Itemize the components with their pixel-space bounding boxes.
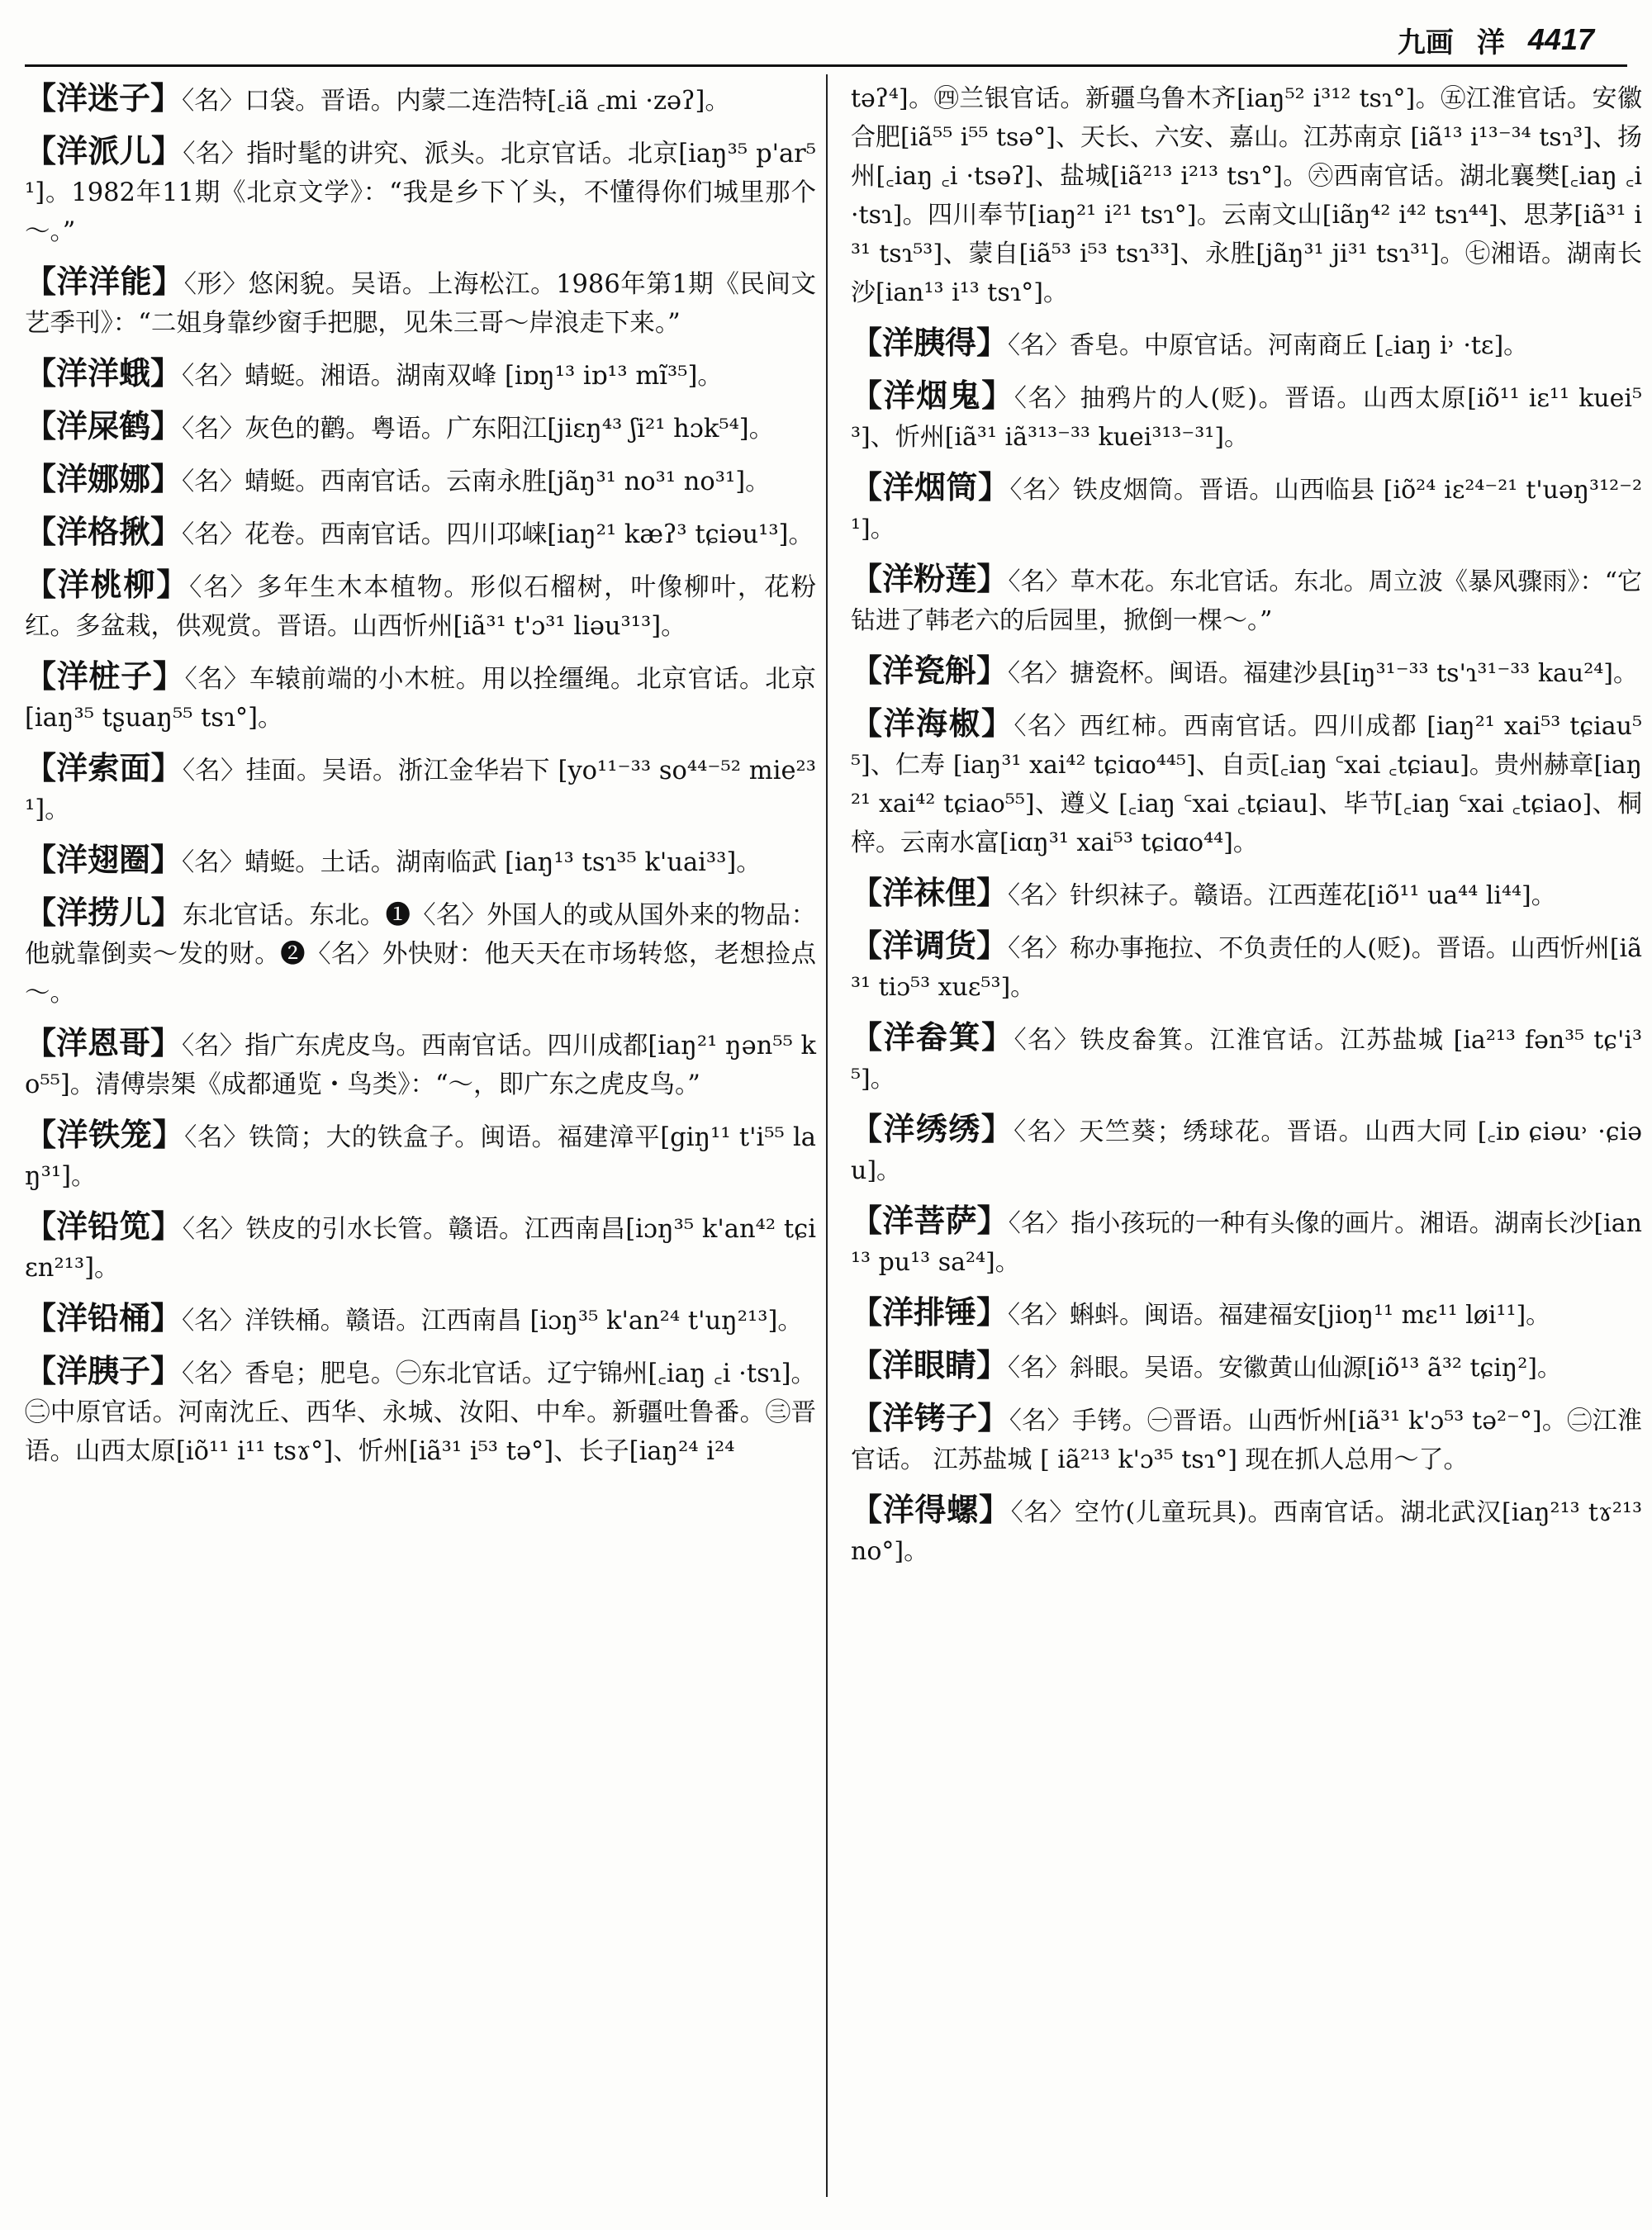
entry-definition: təʔ⁴]。㊃兰银官话。新疆乌鲁木齐[iaŋ⁵² i³¹² tsɿ°]。㊄江淮官话。安徽合肥[iã⁵⁵ i⁵⁵ tsə°]、天长、六安、嘉山。江苏南京 [iã¹³ i¹³⁻³⁴ tsɿ³]、扬州[꜀iaŋ ꜀i ·tsəʔ]、盐城[iã²¹³ i²¹³ tsɿ°]。㊅西南官话。湖北襄樊[꜀iaŋ ꜀i ·tsɿ]。四川奉节[iaŋ²¹ i²¹ tsɿ°]。云南文山[iãŋ⁴² i⁴² tsɿ⁴⁴]、思茅[iã³¹ i³¹ tsɿ⁵³]、蒙自[iã⁵³ i⁵³ tsɿ³³]、永胜[jãŋ³¹ ji³¹ tsɿ³¹]。㊆湘语。湖南长沙[ian¹³ i¹³ tsɿ°]。	[851, 84, 1643, 307]
entry-definition: 〈名〉指时髦的讲究、派头。北京官话。北京[iaŋ³⁵ p'ar⁵¹]。1982年11期《北京文学》：“我是乡下丫头，不懂得你们城里那个～。”	[25, 140, 816, 246]
entry-definition: 〈名〉针织袜子。赣语。江西莲花[iõ¹¹ ua⁴⁴ li⁴⁴]。	[1008, 881, 1556, 910]
entry-definition: 〈名〉搪瓷杯。闽语。福建沙县[iŋ³¹⁻³³ ts'ɿ³¹⁻³³ kau²⁴]。	[1008, 659, 1639, 688]
entry-headword: 【洋铅笕】	[25, 1208, 183, 1245]
dictionary-entry	[25, 657, 816, 738]
entry-definition: 东北官话。东北。❶〈名〉外国人的或从国外来的物品：他就靠倒卖～发的财。❷〈名〉外快财：他天天在市场转悠，老想捡点～。	[25, 901, 816, 1008]
entry-definition: 〈名〉铁皮烟筒。晋语。山西临县 [iõ²⁴ iɛ²⁴⁻²¹ t'uəŋ³¹²⁻²¹]。	[851, 476, 1642, 543]
dictionary-entry	[851, 79, 1642, 312]
entry-headword: 【洋绣绣】	[851, 1111, 1014, 1147]
dictionary-entry	[851, 468, 1642, 548]
entry-headword: 【洋洋蛾】	[25, 355, 183, 391]
dictionary-entry	[25, 1352, 816, 1471]
dictionary-entry	[851, 1293, 1642, 1335]
entry-headword: 【洋排锤】	[851, 1294, 1009, 1331]
page-number: 4417	[1527, 22, 1594, 56]
left-column	[25, 79, 816, 1483]
dictionary-entry	[25, 79, 816, 121]
dictionary-entry	[25, 894, 816, 1013]
entry-headword: 【洋迷子】	[25, 80, 183, 116]
head-character: 洋	[1476, 26, 1505, 59]
entry-definition: 〈名〉口袋。晋语。内蒙二连浩特[꜀iã ꜀mi ·zəʔ]。	[182, 87, 730, 116]
entry-definition: 〈名〉蝌蚪。闽语。福建福安[jioŋ¹¹ mɛ¹¹ løi¹¹]。	[1008, 1301, 1551, 1330]
entry-headword: 【洋袜俚】	[851, 875, 1009, 911]
entry-definition: 〈名〉铁筒；大的铁盒子。闽语。福建漳平[giŋ¹¹ t'i⁵⁵ laŋ³¹]。	[25, 1123, 816, 1191]
entry-headword: 【洋捞儿】	[25, 894, 183, 931]
entry-definition: 〈名〉草木花。东北官话。东北。周立波《暴风骤雨》：“它钻进了韩老六的后园里，掀倒一棵～。”	[851, 567, 1642, 635]
dictionary-entry	[851, 652, 1642, 693]
entry-headword: 【洋胰得】	[851, 325, 1009, 361]
dictionary-entry	[25, 460, 816, 501]
dictionary-entry	[25, 354, 816, 396]
dictionary-entry	[25, 1024, 816, 1104]
dictionary-entry	[851, 927, 1642, 1007]
entry-definition: 〈名〉斜眼。吴语。安徽黄山仙源[iõ¹³ ã³² tɕiŋ²]。	[1008, 1354, 1562, 1383]
entry-headword: 【洋派儿】	[25, 133, 183, 169]
entry-headword: 【洋索面】	[25, 750, 183, 786]
entry-headword: 【洋格揪】	[25, 514, 183, 550]
dictionary-entry	[851, 560, 1642, 640]
entry-definition: 〈名〉铁皮的引水长管。赣语。江西南昌[iɔŋ³⁵ k'an⁴² tɕiɛn²¹³]。	[25, 1215, 816, 1283]
entry-headword: 【洋桃柳】	[25, 567, 190, 603]
column-divider	[826, 74, 828, 2197]
dictionary-entry	[25, 841, 816, 882]
dictionary-entry	[25, 749, 816, 829]
dictionary-entry	[851, 1346, 1642, 1388]
entry-definition: 〈名〉灰色的鹳。粤语。广东阳江[jiɛŋ⁴³ ʃi²¹ hɔk⁵⁴]。	[182, 415, 775, 444]
entry-definition: 〈名〉天竺葵；绣球花。晋语。山西大同 [꜀iɒ ɕiəu˒ ·ɕiəu]。	[851, 1117, 1642, 1185]
entry-headword: 【洋瓷斛】	[851, 652, 1009, 689]
entry-headword: 【洋铐子】	[851, 1400, 1009, 1436]
dictionary-entry	[851, 1399, 1642, 1479]
entry-definition: 〈名〉指小孩玩的一种有头像的画片。湘语。湖南长沙[ian¹³ pu¹³ sa²⁴]。	[851, 1209, 1642, 1277]
dictionary-entry	[25, 566, 816, 646]
entry-headword: 【洋铅桶】	[25, 1300, 183, 1336]
entry-headword: 【洋铁笼】	[25, 1117, 185, 1153]
entry-definition: 〈名〉多年生木本植物。形似石榴树，叶像柳叶，花粉红。多盆栽，供观赏。晋语。山西忻州[iã³¹ t'ɔ³¹ liəu³¹³]。	[25, 573, 816, 641]
entry-definition: 〈名〉铁皮畚箕。江淮官话。江苏盐城 [ia²¹³ fən³⁵ tɕ'i³⁵]。	[851, 1026, 1642, 1094]
entry-definition: 〈名〉挂面。吴语。浙江金华岩下 [yo¹¹⁻³³ so⁴⁴⁻⁵² mie²³¹]。	[25, 757, 816, 824]
dictionary-entry	[25, 1299, 816, 1340]
right-column	[851, 79, 1642, 1582]
dictionary-entry	[851, 377, 1642, 457]
header-rule	[25, 64, 1627, 67]
entry-headword: 【洋屎鹤】	[25, 408, 183, 444]
entry-definition: 〈名〉蜻蜓。西南官话。云南永胜[jãŋ³¹ no³¹ no³¹]。	[182, 467, 771, 496]
entry-headword: 【洋桩子】	[25, 658, 185, 695]
dictionary-entry	[25, 1208, 816, 1288]
dictionary-entry	[851, 1018, 1642, 1098]
running-head	[1398, 15, 1594, 64]
dictionary-entry	[851, 1110, 1642, 1190]
entry-definition: 〈名〉空竹(儿童玩具)。西南官话。湖北武汉[iaŋ²¹³ tɤ²¹³ no°]。	[851, 1498, 1642, 1566]
entry-headword: 【洋胰子】	[25, 1353, 183, 1389]
entry-headword: 【洋得螺】	[851, 1492, 1011, 1528]
entry-headword: 【洋烟筒】	[851, 469, 1010, 505]
entry-headword: 【洋眼睛】	[851, 1347, 1009, 1383]
section-label: 九画	[1397, 26, 1454, 59]
dictionary-entry	[25, 513, 816, 554]
entry-definition: 〈名〉指广东虎皮鸟。西南官话。四川成都[iaŋ²¹ ŋən⁵⁵ ko⁵⁵]。清傅崇榘《成都通览・鸟类》：“～，即广东之虎皮鸟。”	[25, 1032, 816, 1099]
dictionary-entry	[851, 705, 1642, 862]
dictionary-entry	[25, 407, 816, 448]
dictionary-entry	[25, 132, 816, 251]
entry-definition: 〈形〉悠闲貌。吴语。上海松江。1986年第1期《民间文艺季刊》：“二姐身靠纱窗手把腮，见朱三哥～岸浪走下来。”	[25, 270, 816, 338]
dictionary-entry	[851, 1491, 1642, 1571]
dictionary-entry	[851, 324, 1642, 365]
dictionary-entry	[25, 263, 816, 343]
entry-headword: 【洋畚箕】	[851, 1019, 1014, 1056]
entry-definition: 〈名〉称办事拖拉、不负责任的人(贬)。晋语。山西忻州[iã³¹ tiɔ⁵³ xuɛ⁵³]。	[851, 934, 1642, 1002]
entry-definition: 〈名〉洋铁桶。赣语。江西南昌 [iɔŋ³⁵ k'an²⁴ t'uŋ²¹³]。	[182, 1307, 803, 1336]
entry-headword: 【洋菩萨】	[851, 1203, 1009, 1239]
dictionary-entry	[851, 874, 1642, 915]
entry-definition: 〈名〉花卷。西南官话。四川邛崃[iaŋ²¹ kæʔ³ tɕiəu¹³]。	[182, 520, 814, 549]
entry-definition: 〈名〉车辕前端的小木桩。用以拴缰绳。北京官话。北京[iaŋ³⁵ tʂuaŋ⁵⁵ tsɿ°]。	[25, 665, 816, 733]
entry-definition: 〈名〉手铐。㊀晋语。山西忻州[iã³¹ k'ɔ⁵³ tə²⁻°]。㊁江淮官话。 江苏盐城 [ iã²¹³ k'ɔ³⁵ tsɿ°] 现在抓人总用～了。	[851, 1407, 1642, 1474]
entry-headword: 【洋娜娜】	[25, 461, 183, 497]
entry-definition: 〈名〉香皂；肥皂。㊀东北官话。辽宁锦州[꜀iaŋ ꜀i ·tsɿ]。㊁中原官话。河南沈丘、西华、永城、汝阳、中牟。新疆吐鲁番。㊂晋语。山西太原[iõ¹¹ i¹¹ tsɤ°]、忻州[iã³¹ i⁵³ tə°]、长子[iaŋ²⁴ i²⁴	[25, 1359, 816, 1466]
entry-headword: 【洋调货】	[851, 928, 1009, 964]
entry-headword: 【洋洋能】	[25, 263, 184, 300]
entry-headword: 【洋海椒】	[851, 705, 1014, 742]
entry-headword: 【洋恩哥】	[25, 1025, 183, 1061]
entry-definition: 〈名〉香皂。中原官话。河南商丘 [꜀iaŋ i˒ ·tɛ]。	[1008, 331, 1529, 360]
entry-definition: 〈名〉抽鸦片的人(贬)。晋语。山西太原[iõ¹¹ iɛ¹¹ kuei⁵³]、忻州[iã³¹ iã³¹³⁻³³ kuei³¹³⁻³¹]。	[851, 384, 1642, 452]
entry-headword: 【洋粉莲】	[851, 561, 1009, 597]
entry-headword: 【洋烟鬼】	[851, 377, 1014, 414]
entry-definition: 〈名〉蜻蜓。湘语。湖南双峰 [iɒŋ¹³ iɒ¹³ mĩ³⁵]。	[182, 362, 723, 391]
entry-definition: 〈名〉西红柿。西南官话。四川成都 [iaŋ²¹ xai⁵³ tɕiau⁵⁵]、仁寿 [iaŋ³¹ xai⁴² tɕiɑo⁴⁴⁵]、自贡[꜀iaŋ ꜂xai ꜀tɕiau]。贵州赫章[iaŋ²¹ xai⁴² tɕiao⁵⁵]、遵义 [꜀iaŋ ꜂xai ꜀tɕiau]、毕节[꜀iaŋ ꜂xai ꜀tɕiao]、桐梓。云南水富[iɑŋ³¹ xai⁵³ tɕiɑo⁴⁴]。	[851, 712, 1642, 857]
dictionary-entry	[25, 1116, 816, 1196]
dictionary-entry	[851, 1202, 1642, 1282]
entry-headword: 【洋翅圈】	[25, 842, 183, 878]
entry-definition: 〈名〉蜻蜓。土话。湖南临武 [iaŋ¹³ tsɿ³⁵ k'uai³³]。	[182, 848, 762, 877]
